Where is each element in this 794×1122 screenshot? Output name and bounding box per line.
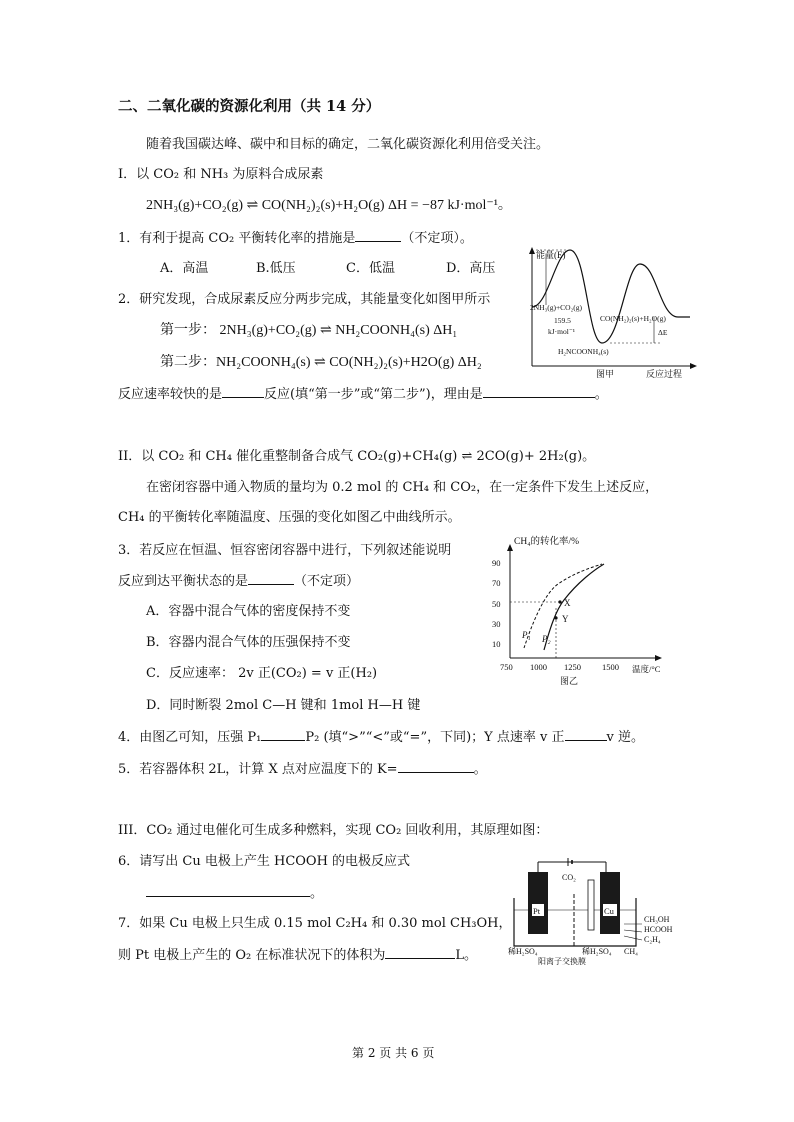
- jia-delta-e-label: ΔE: [658, 328, 668, 337]
- q2-tail-a: 反应速率较快的是: [118, 387, 223, 402]
- part3-heading: III．CO₂ 通过电催化可生成多种燃料，实现 CO₂ 回收利用，其原理如图：: [118, 823, 549, 838]
- question-1: [118, 229, 473, 248]
- q1-text: 1．有利于提高 CO₂ 平衡转化率的措施是: [118, 231, 356, 246]
- yi-ytick-30: 30: [492, 619, 501, 629]
- yi-curve-p1: [524, 564, 602, 648]
- left-solution-label: 稀H₂SO₄: [508, 947, 538, 956]
- co2-label: CO₂: [562, 873, 576, 882]
- q5-text-a: 5．若容器体积 2L，计算 X 点对应温度下的 K=: [118, 762, 398, 777]
- yi-ytick-90: 90: [492, 558, 501, 568]
- yi-x-arrow: [655, 655, 662, 661]
- part2-para-1: 在密闭容器中通入物质的量均为 0.2 mol 的 CH₄ 和 CO₂，在一定条件下发生上述反应，: [146, 480, 659, 495]
- jia-x-arrow: [690, 363, 697, 369]
- product-c2h4: C₂H₄: [644, 935, 661, 944]
- jia-reactants-label: 2NH₃(g)+CO₂(g): [530, 303, 582, 312]
- q6-equation-blank[interactable]: [146, 884, 310, 897]
- q3-tail: （不定项）: [294, 574, 360, 589]
- q2-tail-b: 反应(填“第一步”或“第二步”)，理由是: [264, 387, 483, 402]
- q2-step-blank[interactable]: [222, 385, 264, 398]
- cu-label: Cu: [604, 906, 614, 916]
- yi-ytick-10: 10: [492, 639, 501, 649]
- question-2: 2．研究发现，合成尿素反应分两步完成，其能量变化如图甲所示: [118, 292, 491, 307]
- jia-ylabel: 能量(E): [536, 250, 566, 260]
- yi-p2-label: P₂: [542, 634, 551, 644]
- question-6: 6．请写出 Cu 电极上产生 HCOOH 的电极反应式: [118, 854, 411, 869]
- pt-label: Pt: [533, 906, 541, 916]
- yi-point-x-label: X: [564, 598, 571, 608]
- product-hcooh: HCOOH: [644, 925, 673, 934]
- figure-electrolysis-cell: [504, 858, 688, 966]
- product-arrow-2: [624, 930, 642, 932]
- q2-fill-line: [118, 385, 608, 404]
- figure-jia-energy-diagram: [526, 244, 698, 380]
- yi-xtick-1500: 1500: [602, 662, 619, 672]
- yi-y-arrow: [507, 544, 513, 551]
- q1-answer-blank[interactable]: [355, 229, 401, 242]
- pt-electrode: [528, 872, 548, 934]
- right-solution-label: 稀H₂SO₄: [582, 947, 612, 956]
- yi-xtick-1000: 1000: [530, 662, 547, 672]
- jia-xlabel: 反应过程: [646, 369, 683, 379]
- yi-xtick-1250: 1250: [564, 662, 581, 672]
- part1-heading: I．以 CO₂ 和 NH₃ 为原料合成尿素: [118, 167, 324, 182]
- q1-option-c: C．低温: [346, 261, 395, 276]
- yi-ytick-50: 50: [492, 599, 501, 609]
- q3-option-a: A．容器中混合气体的密度保持不变: [146, 604, 351, 619]
- q3-text: 反应到达平衡状态的是: [118, 574, 249, 589]
- yi-point-y: [554, 616, 557, 619]
- q4-pressure-blank[interactable]: [261, 728, 305, 741]
- yi-p1-label: P₁: [522, 630, 531, 640]
- urea-equation: 2NH₃(g)+CO₂(g) ⇌ CO(NH₂)₂(s)+H₂O(g) ΔH = −87 kJ·mol⁻¹。: [146, 198, 512, 213]
- q1-option-d: D．高压: [446, 261, 496, 276]
- jia-y-arrow: [529, 247, 535, 254]
- q4-text-a: 4．由图乙可知，压强 P₁: [118, 730, 262, 745]
- q3-option-c: C．反应速率： 2v 正(CO₂) = v 正(H₂): [146, 666, 378, 681]
- question-5: [118, 760, 487, 779]
- jia-intermediate-label: H₂NCOONH₄(s): [558, 347, 609, 356]
- q4-text-c: v 逆。: [606, 730, 644, 745]
- yi-curve-p2: [544, 564, 604, 650]
- jia-energy-unit: kJ·mol⁻¹: [548, 327, 576, 336]
- q3-answer-blank[interactable]: [248, 572, 294, 585]
- q4-rate-blank[interactable]: [565, 728, 607, 741]
- cu-electrode: [600, 872, 620, 934]
- page-footer: 第 2 页 共 6 页: [352, 1046, 435, 1060]
- q1-option-b: B.低压: [256, 261, 296, 276]
- yi-title: CH₄的转化率/%: [514, 537, 580, 547]
- question-7-line-1: 7．如果 Cu 电极上只生成 0.15 mol C₂H₄ 和 0.30 mol CH₃OH，: [118, 916, 512, 931]
- q5-text-b: 。: [473, 762, 487, 777]
- product-arrow-3: [624, 936, 642, 940]
- intro-text: 随着我国碳达峰、碳中和目标的确定，二氧化碳资源化利用倍受关注。: [146, 137, 550, 152]
- step-1-equation: 第一步： 2NH₃(g)+CO₂(g) ⇌ NH₂COONH₄(s) ΔH₁: [160, 323, 458, 338]
- section-title: 二、二氧化碳的资源化利用（共 14 分）: [118, 98, 381, 115]
- part2-para-2: CH₄ 的平衡转化率随温度、压强的变化如图乙中曲线所示。: [118, 510, 461, 525]
- yi-ytick-70: 70: [492, 578, 501, 588]
- q3-option-b: B．容器内混合气体的压强保持不变: [146, 635, 351, 650]
- q7-text-a: 则 Pt 电极上产生的 O₂ 在标准状况下的体积为: [118, 948, 386, 963]
- question-3-line-1: 3．若反应在恒温、恒容密闭容器中进行，下列叙述能说明: [118, 543, 452, 558]
- q4-text-b: P₂ (填“>”“<”或“=”，下同)；Y 点速率 v 正: [305, 730, 565, 745]
- q1-option-a: A．高温: [160, 261, 209, 276]
- product-ch4: CH₄: [624, 947, 638, 956]
- yi-point-y-label: Y: [562, 614, 569, 624]
- q7-volume-blank[interactable]: [385, 946, 455, 959]
- yi-ytick-labels: [492, 558, 501, 649]
- jia-caption: 图甲: [596, 369, 615, 379]
- question-3-line-2: [118, 572, 359, 591]
- q6-answer-line: [146, 884, 323, 903]
- q6-tail: 。: [310, 886, 324, 901]
- yi-xtick-labels: [500, 662, 619, 672]
- q7-text-b: L。: [455, 948, 478, 963]
- question-4: [118, 728, 644, 747]
- yi-xlabel: 温度/°C: [632, 664, 661, 674]
- q2-reason-blank[interactable]: [483, 385, 595, 398]
- q2-tail-c: 。: [594, 387, 608, 402]
- question-7-line-2: [118, 946, 477, 965]
- yi-xtick-750: 750: [500, 662, 513, 672]
- membrane-label: 阳离子交换膜: [538, 957, 586, 966]
- jia-products-label: CO(NH₂)₂(s)+H₂O(g): [600, 314, 666, 323]
- step-2-equation: 第二步：NH₂COONH₄(s) ⇌ CO(NH₂)₂(s)+H2O(g) ΔH₂: [160, 355, 482, 370]
- q5-k-blank[interactable]: [398, 760, 474, 773]
- figure-yi-conversion-chart: [480, 530, 676, 690]
- jia-energy-value: 159.5: [554, 316, 571, 325]
- yi-caption: 图乙: [560, 676, 579, 686]
- q1-tail: （不定项）。: [401, 231, 473, 246]
- part2-heading: II．以 CO₂ 和 CH₄ 催化重整制备合成气 CO₂(g)+CH₄(g) ⇌ 2CO(g)+ 2H₂(g)。: [118, 449, 596, 464]
- q3-option-d: D．同时断裂 2mol C—H 键和 1mol H—H 键: [146, 698, 421, 713]
- yi-point-x: [558, 600, 561, 603]
- product-ch3oh: CH₃OH: [644, 915, 670, 924]
- co2-inlet-tube: [588, 880, 594, 930]
